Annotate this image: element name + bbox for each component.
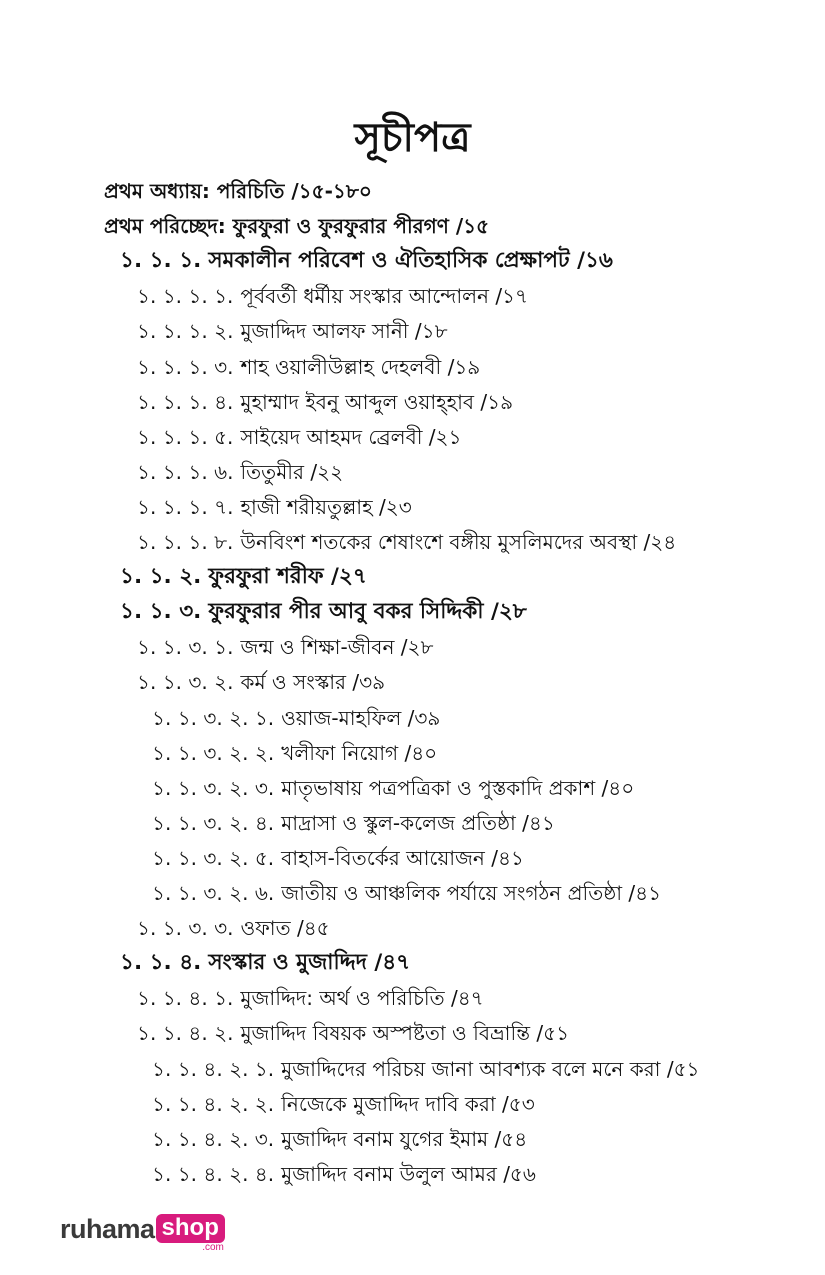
toc-entry-number: ১. ১. ১. ৬. [137,460,234,484]
toc-entry [104,176,372,206]
toc-entry-number: ১. ১. ৩. ২. ১. [152,706,275,730]
toc-entry-number: ১. ১. ৪. ১. [137,986,234,1010]
ruhama-shop-logo [60,1212,225,1253]
toc-entry-number: ১. ১. ৪. ২. ১. [152,1057,275,1081]
toc-entry-number: ১. ১. ৪. ২. [137,1021,234,1045]
toc-entry [152,1089,535,1119]
logo-word: ruhama [60,1214,155,1244]
toc-entry-number: ১. ১. ১. ৩. [137,355,234,379]
toc-entry [152,703,440,733]
toc-entry-text: মাদ্রাসা ও স্কুল-কলেজ প্রতিষ্ঠা /৪১ [281,811,555,835]
toc-entry [137,983,484,1013]
toc-entry-text: মুজাদ্দিদ: অর্থ ও পরিচিতি /৪৭ [240,986,484,1010]
toc-entry-text: মুজাদ্দিদ বনাম যুগের ইমাম /৫৪ [281,1127,528,1151]
toc-entry [152,738,437,768]
toc-entry-number: ১. ১. ২. [120,564,202,589]
toc-entry-number: ১. ১. ৩. ৩. [137,916,234,940]
toc-entry-number: ১. ১. ৩. [120,599,202,624]
toc-entry-text: জাতীয় ও আঞ্চলিক পর্যায়ে সংগঠন প্রতিষ্ঠা /৪১ [281,881,662,905]
toc-entry-text: পূর্ববর্তী ধর্মীয় সংস্কার আন্দোলন /১৭ [240,284,529,308]
toc-entry-text: ফুরফুরার পীর আবু বকর সিদ্দিকী /২৮ [208,599,527,624]
logo-shop-text: shop [156,1214,225,1243]
toc-entry-text: তিতুমীর /২২ [240,460,344,484]
toc-entry [152,843,524,873]
toc-entry-text: ওফাত /৪৫ [240,916,330,940]
toc-entry [120,562,367,592]
toc-entry-number: ১. ১. ১. ৭. [137,495,234,519]
logo-shop-badge [156,1214,225,1253]
toc-entry-number: ১. ১. ৪. ২. ৪. [152,1162,275,1186]
toc-entry-number: ১. ১. ৩. ২. [137,670,234,694]
toc-entry [137,1018,569,1048]
toc-entry [152,808,555,838]
toc-entry-number: ১. ১. ১. ৪. [137,390,234,414]
toc-entry [137,457,343,487]
toc-entry [120,597,527,627]
toc-entry-number: ১. ১. ৩. ১. [137,635,234,659]
toc-entry-text: হাজী শরীয়তুল্লাহ /২৩ [240,495,412,519]
toc-entry-number: ১. ১. ৪. ২. ৩. [152,1127,275,1151]
toc-entry-number: ১. ১. ১. ৮. [137,530,234,554]
toc-entry-number: ১. ১. ১. ১. [137,284,234,308]
logo-domain: .com [202,1242,224,1253]
toc-entry-text: প্রথম অধ্যায়: পরিচিতি /১৫-১৮০ [104,179,372,203]
toc-entry-number: ১. ১. ৪. [120,950,202,975]
toc-entry [137,422,462,452]
toc-entry-text: খলীফা নিয়োগ /৪০ [281,741,438,765]
toc-entry [137,281,528,311]
page-title: সূচীপত্র [354,115,471,161]
toc-entry-number: ১. ১. ৩. ২. ৬. [152,881,275,905]
toc-entry [137,527,676,557]
toc-entry-text: জন্ম ও শিক্ষা-জীবন /২৮ [240,635,434,659]
toc-entry [152,878,661,908]
toc-entry-number: ১. ১. ৩. ২. ৪. [152,811,275,835]
toc-entry-number: ১. ১. ১. ৫. [137,425,234,449]
toc-entry-number: ১. ১. ৩. ২. ৫. [152,846,275,870]
toc-entry [104,211,489,241]
toc-entry [137,387,513,417]
toc-entry [152,773,634,803]
toc-entry-text: মুজাদ্দিদের পরিচয় জানা আবশ্যক বলে মনে করা /৫১ [281,1057,700,1081]
toc-entry-text: ফুরফুরা শরীফ /২৭ [208,564,367,589]
toc-entry [120,246,613,276]
toc-entry-text: মুহাম্মাদ ইবনু আব্দুল ওয়াহ্হাব /১৯ [240,390,514,414]
toc-entry-text: প্রথম পরিচ্ছেদ: ফুরফুরা ও ফুরফুরার পীরগণ /১৫ [104,214,490,238]
toc-entry-text: নিজেকে মুজাদ্দিদ দাবি করা /৫৩ [281,1092,535,1116]
toc-entry [137,632,433,662]
toc-entry-number: ১. ১. ৩. ২. ৩. [152,776,275,800]
toc-entry [137,913,330,943]
toc-entry [137,667,385,697]
toc-entry-text: উনবিংশ শতকের শেষাংশে বঙ্গীয় মুসলিমদের অবস্থা /২৪ [240,530,677,554]
toc-entry-number: ১. ১. ১. [120,248,202,273]
toc-entry-text: বাহাস-বিতর্কের আয়োজন /৪১ [281,846,524,870]
toc-entry [152,1124,527,1154]
toc-entry-number: ১. ১. ৩. ২. ২. [152,741,275,765]
toc-entry-text: সংস্কার ও মুজাদ্দিদ /৪৭ [208,950,411,975]
toc-entry [137,352,480,382]
toc-entry-text: মুজাদ্দিদ বনাম উলুল আমর /৫৬ [281,1162,536,1186]
toc-entry [152,1054,700,1084]
toc-entry [120,948,410,978]
toc-entry [152,1159,536,1189]
toc-entry-number: ১. ১. ৪. ২. ২. [152,1092,275,1116]
toc-entry [137,492,412,522]
toc-entry-number: ১. ১. ১. ২. [137,319,234,343]
toc-entry-text: সাইয়েদ আহমদ ব্রেলবী /২১ [240,425,462,449]
toc-entry-text: ওয়াজ-মাহফিল /৩৯ [281,706,441,730]
toc-entry-text: মুজাদ্দিদ বিষয়ক অস্পষ্টতা ও বিভ্রান্তি /৫১ [240,1021,570,1045]
toc-entry-text: সমকালীন পরিবেশ ও ঐতিহাসিক প্রেক্ষাপট /১৬ [208,248,613,273]
toc-entry-text: শাহ ওয়ালীউল্লাহ দেহলবী /১৯ [240,355,481,379]
toc-entry-text: মুজাদ্দিদ আলফ সানী /১৮ [240,319,448,343]
toc-entry-text: কর্ম ও সংস্কার /৩৯ [240,670,386,694]
toc-entry [137,316,448,346]
toc-entry-text: মাতৃভাষায় পত্রপত্রিকা ও পুস্তকাদি প্রকাশ /৪০ [281,776,635,800]
